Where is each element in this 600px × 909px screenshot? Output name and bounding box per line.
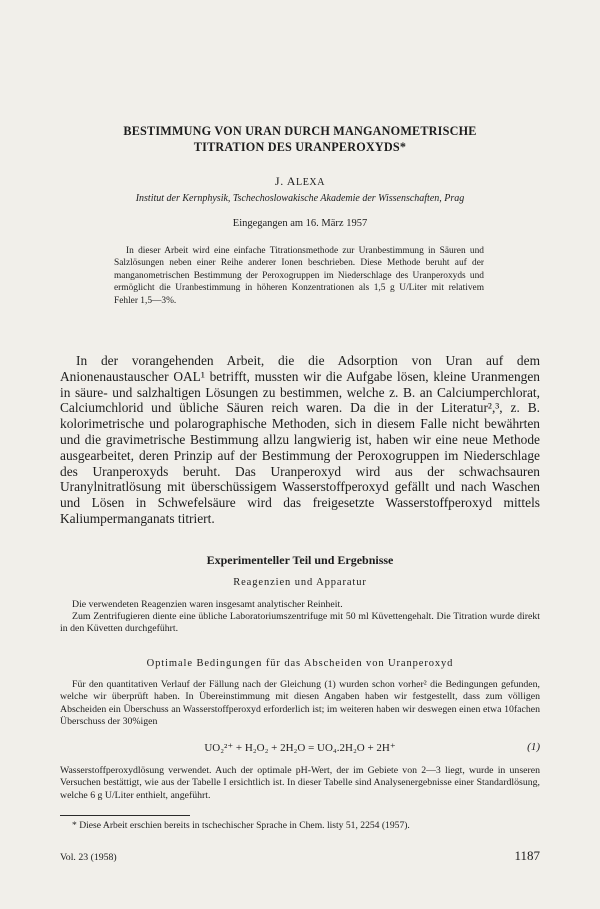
author-initial: J. A	[274, 174, 296, 188]
received-date: Eingegangen am 16. März 1957	[232, 218, 368, 229]
reagents-paragraph-2: Zum Zentrifugieren diente eine übliche Laboratoriumszentrifuge mit 50 ml Küvettengehalt. Die Titration wurde direkt in den Küvetten durchgeführt.	[60, 611, 540, 635]
title-line-1: BESTIMMUNG VON URAN DURCH MANGANOMETRISCHE	[123, 124, 477, 138]
conditions-paragraph-1: Für den quantitativen Verlauf der Fällung nach der Gleichung (1) wurden schon vorher² die Bedingungen gefunden, welche wir überprüft haben. In Übereinstimmung mit diesen Angaben haben wir festgestellt, dass zum völligen Abscheiden ein Überschuss an Wasserstoffperoxyd erforderlich ist; im weiteren haben wir deswegen einen etwa 10fachen Überschuss der 30%igen	[60, 679, 540, 728]
introduction-paragraph: In der vorangehenden Arbeit, die die Adsorption von Uran auf dem Anionenaustauscher OAL¹ betrifft, mussten wir die Aufgabe lösen, kleine Uranmengen in säure- und salzhaltigen Lösungen zu bestimmen, welche z. B. an Calciumperchlorat, Calciumchlorid und übliche Säuren reich waren. Da die in der Literatur²,³, z. B. kolorimetrische und polarographische Methoden, sich in diesem Falle nicht bewährten und die gravimetrische Bestimmung allzu langwierig ist, haben wir eine neue Methode ausgearbeitet, deren Prinzip auf der Bestimmung der Peroxogruppen im Niederschlage des Uranperoxyds beruht. Das Uranperoxyd wird aus der schwachsauren Uranylnitratlösung mit überschüssigem Wasserstoffperoxyd gefällt und nach Waschen und Lösen in Schwefelsäure wird das freigesetzte Wasserstoffperoxyd mittels Kaliumpermanganats titriert.	[60, 353, 540, 526]
author-name-rest: LEXA	[296, 177, 326, 188]
footnote-divider	[60, 815, 190, 816]
title-line-2: TITRATION DES URANPEROXYDS*	[193, 140, 407, 154]
reagents-paragraph-1: Die verwendeten Reagenzien waren insgesamt analytischer Reinheit.	[72, 599, 343, 610]
footnote: * Diese Arbeit erschien bereits in tschechischer Sprache in Chem. listy 51, 2254 (1957).	[72, 820, 410, 831]
author-name	[0, 174, 600, 189]
equation: UO₂²⁺ + H₂O₂ + 2H₂O = UO₄.2H₂O + 2H⁺	[204, 742, 396, 754]
conditions-paragraph-2: Wasserstoffperoxydlösung verwendet. Auch der optimale pH-Wert, der im Gebiete von 2—3 liegt, wurde in unseren Versuchen bestättigt, wie aus der Tabelle I ersichtlich ist. In dieser Tabelle sind Analysenergebnisse einer Standardlösung, welche 6 g U/Liter enthielt, angeführt.	[60, 765, 540, 801]
equation-number: (1)	[527, 741, 540, 753]
section-heading: Experimenteller Teil und Ergebnisse	[206, 553, 394, 567]
reagents-text	[60, 599, 540, 636]
article-title	[60, 123, 540, 155]
page-number: 1187	[514, 848, 540, 863]
subheading-conditions: Optimale Bedingungen für das Abscheiden von Uranperoxyd	[146, 658, 454, 669]
affiliation: Institut der Kernphysik, Tschechoslowakische Akademie der Wissenschaften, Prag	[135, 193, 465, 204]
subheading-reagents: Reagenzien und Apparatur	[233, 577, 367, 588]
volume-info: Vol. 23 (1958)	[60, 852, 117, 863]
equation-block	[60, 741, 540, 754]
abstract: In dieser Arbeit wird eine einfache Titrationsmethode zur Uranbestimmung in Säuren und Salzlösungen neben einer Reihe anderer Ionen beschrieben. Diese Methode beruht auf der manganometrischen Bestimmung der Peroxogruppen im Niederschlage des Uranperoxyds und ermöglicht die Uranbestimmung in höheren Konzentrationen als 1,5 g U/Liter mit relativem Fehler 1,5—3%.	[114, 246, 484, 306]
